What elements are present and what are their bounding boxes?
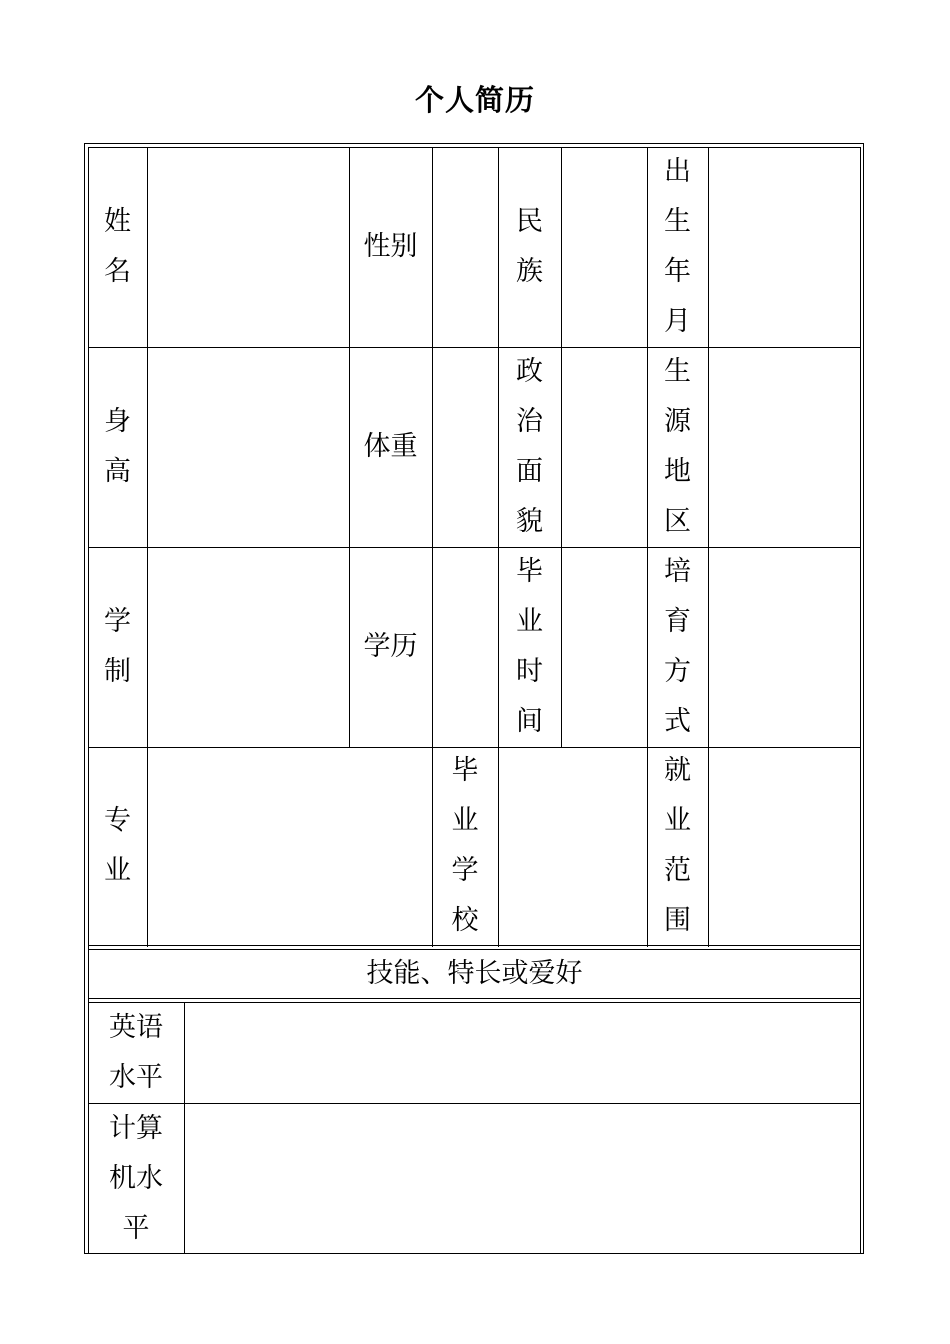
education-label: 学历 bbox=[363, 631, 418, 662]
major-label: 专业 bbox=[104, 805, 131, 886]
english-label: 英语水平 bbox=[109, 1011, 163, 1093]
employment-label: 就业范围 bbox=[664, 755, 691, 936]
training-label: 培育方式 bbox=[664, 556, 691, 737]
school-label: 毕业学校 bbox=[451, 755, 479, 936]
name-label: 姓名 bbox=[104, 206, 131, 287]
gender-label: 性别 bbox=[363, 231, 418, 262]
school-value[interactable] bbox=[499, 747, 647, 945]
skills-header: 技能、特长或爱好 bbox=[366, 957, 583, 989]
inner-border-right bbox=[860, 147, 861, 1254]
origin-label: 生源地区 bbox=[664, 356, 691, 537]
graduation-time-label: 毕业时间 bbox=[516, 556, 543, 737]
political-label: 政治面貌 bbox=[516, 356, 543, 537]
education-value[interactable] bbox=[433, 547, 498, 747]
political-value[interactable] bbox=[562, 347, 647, 547]
origin-value[interactable] bbox=[709, 347, 860, 547]
employment-value[interactable] bbox=[709, 747, 860, 945]
page-title: 个人简历 bbox=[414, 83, 535, 117]
ethnicity-value[interactable] bbox=[562, 147, 647, 347]
computer-value[interactable] bbox=[185, 1103, 860, 1254]
gender-value[interactable] bbox=[433, 147, 498, 347]
height-label: 身高 bbox=[104, 406, 131, 487]
computer-label: 计算机水平 bbox=[109, 1112, 163, 1244]
schooling-value[interactable] bbox=[148, 547, 349, 747]
training-value[interactable] bbox=[709, 547, 860, 747]
ethnicity-label: 民族 bbox=[516, 206, 543, 287]
birth-value[interactable] bbox=[709, 147, 860, 347]
name-value[interactable] bbox=[148, 147, 349, 347]
english-value[interactable] bbox=[185, 1002, 860, 1103]
weight-label: 体重 bbox=[363, 431, 418, 462]
weight-value[interactable] bbox=[433, 347, 498, 547]
major-value[interactable] bbox=[148, 747, 432, 945]
height-value[interactable] bbox=[148, 347, 349, 547]
graduation-time-value[interactable] bbox=[562, 547, 647, 747]
schooling-label: 学制 bbox=[104, 606, 131, 687]
birth-label: 出生年月 bbox=[664, 156, 691, 337]
